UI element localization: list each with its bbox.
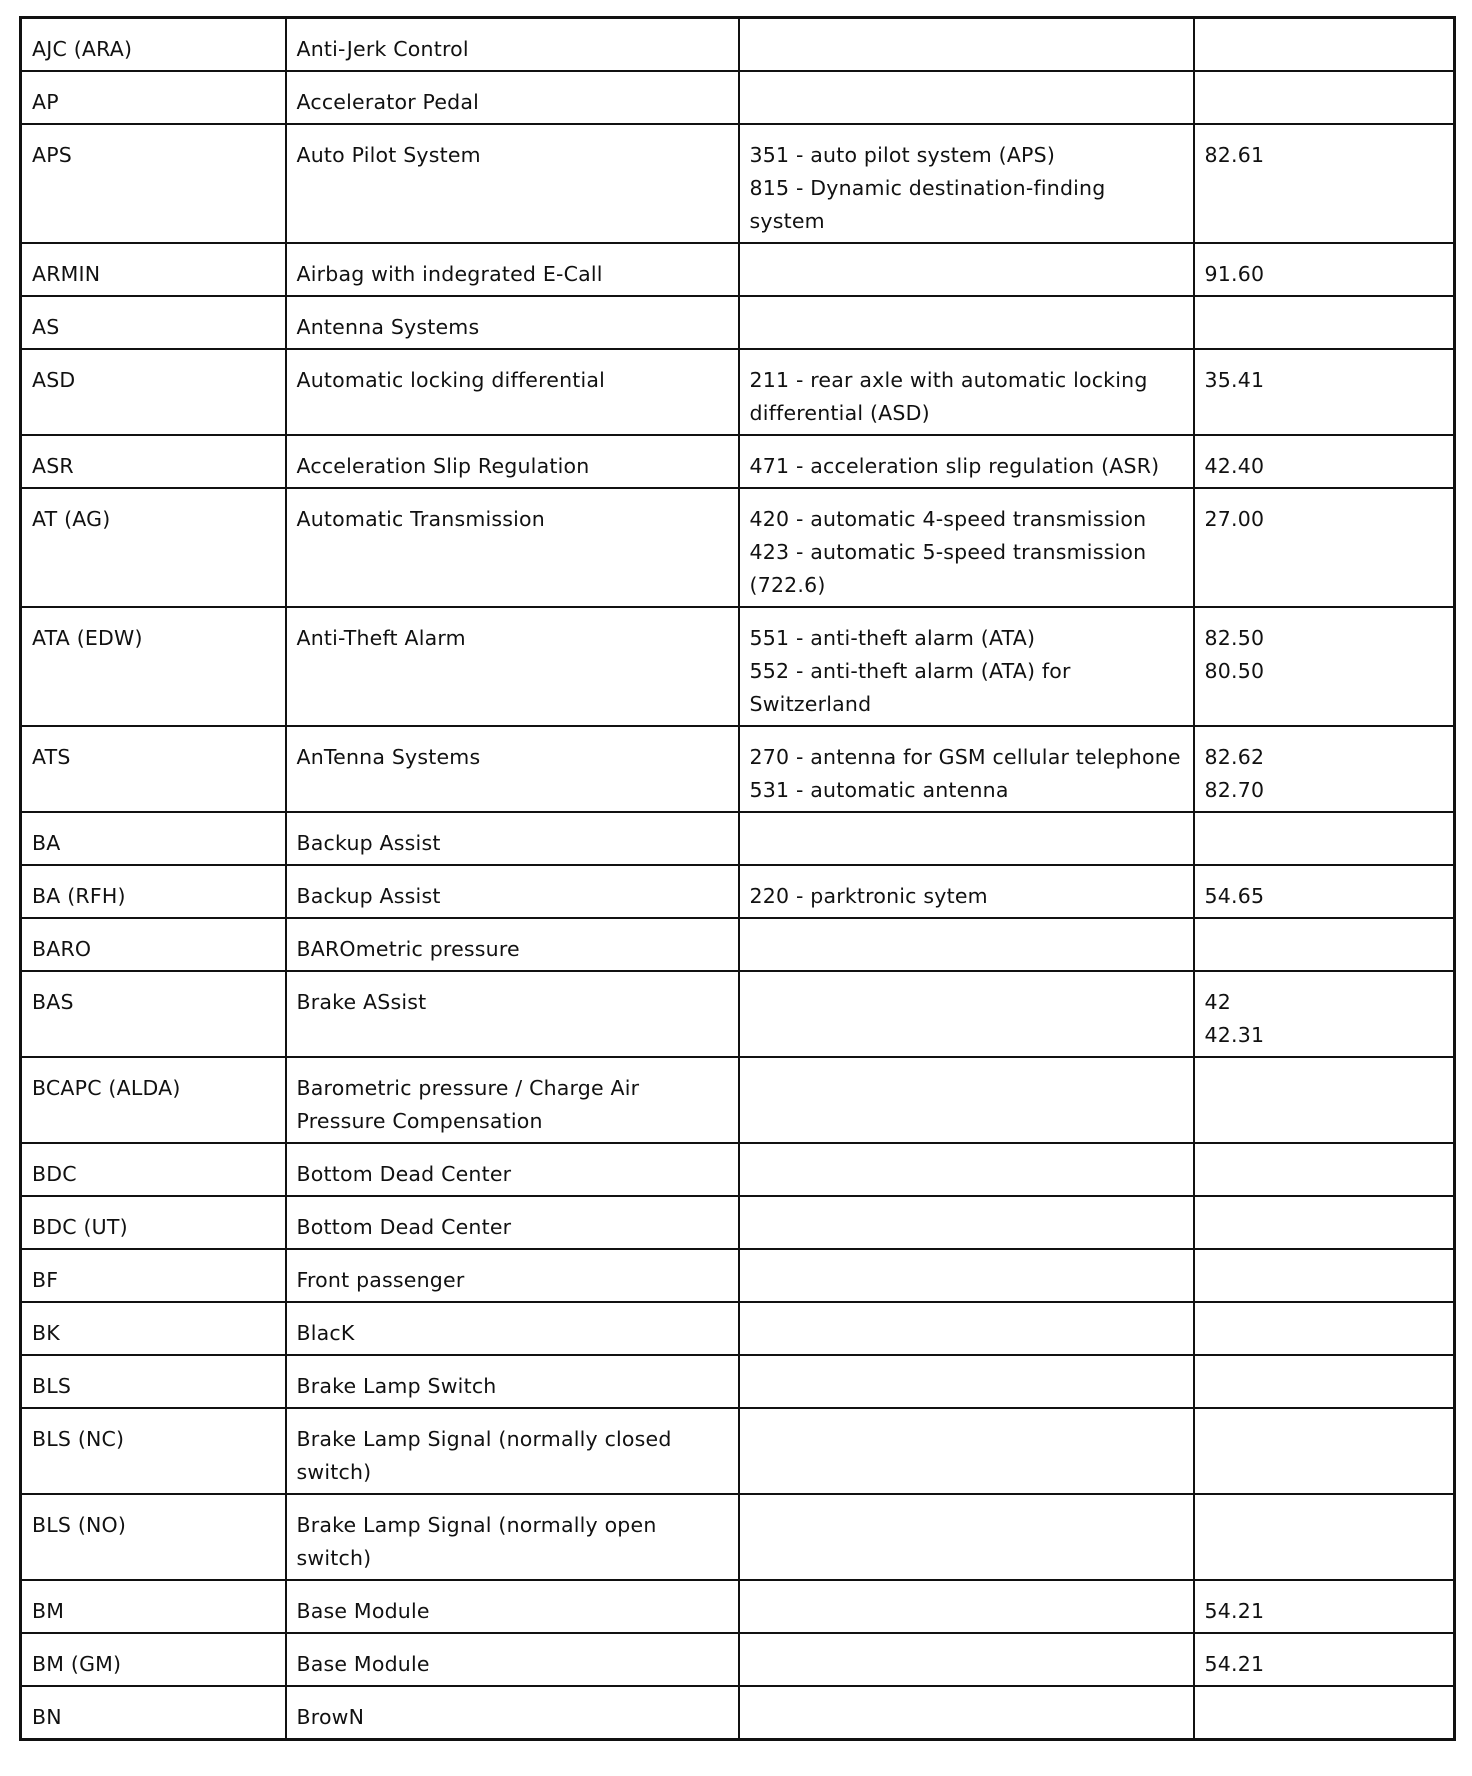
abbreviation-cell: AT (AG) (21, 488, 286, 607)
abbreviation-cell: AP (21, 71, 286, 124)
reference-number: 42 (1204, 990, 1231, 1014)
abbreviation-cell: BDC (21, 1143, 286, 1196)
reference-cell (1194, 1580, 1455, 1633)
reference-cell (1194, 971, 1455, 1057)
reference-number: 82.50 (1204, 626, 1265, 650)
meaning-cell: AnTenna Systems (286, 726, 739, 812)
reference-number: 80.50 (1204, 659, 1265, 683)
table-row (21, 971, 1455, 1057)
reference-number: 82.62 (1204, 745, 1265, 769)
table-row (21, 1196, 1455, 1249)
option-code: 351 - auto pilot system (APS) (749, 143, 1056, 167)
option-codes-cell (739, 124, 1194, 243)
table-row (21, 607, 1455, 726)
table-row (21, 349, 1455, 435)
reference-number: 27.00 (1204, 507, 1265, 531)
meaning-cell: Accelerator Pedal (286, 71, 739, 124)
meaning-cell: Base Module (286, 1580, 739, 1633)
abbreviation-cell: BK (21, 1302, 286, 1355)
option-code: 531 - automatic antenna (749, 778, 1009, 802)
table-row (21, 18, 1455, 72)
meaning-cell: Auto Pilot System (286, 124, 739, 243)
meaning-cell: Backup Assist (286, 812, 739, 865)
abbreviation-cell: BLS (21, 1355, 286, 1408)
option-codes-cell (739, 726, 1194, 812)
reference-cell (1194, 1057, 1455, 1143)
meaning-cell: BrowN (286, 1686, 739, 1740)
reference-cell (1194, 296, 1455, 349)
reference-cell (1194, 1302, 1455, 1355)
meaning-cell: Brake Lamp Switch (286, 1355, 739, 1408)
table-row (21, 1686, 1455, 1740)
table-row (21, 1143, 1455, 1196)
option-codes-cell (739, 243, 1194, 296)
option-codes-cell (739, 1057, 1194, 1143)
meaning-cell: Brake Lamp Signal (normally closed switch) (286, 1408, 739, 1494)
meaning-cell: Automatic Transmission (286, 488, 739, 607)
abbreviation-cell: BN (21, 1686, 286, 1740)
reference-cell (1194, 1249, 1455, 1302)
meaning-cell: Bottom Dead Center (286, 1196, 739, 1249)
option-code: 423 - automatic 5-speed transmission (722.6) (749, 540, 1147, 597)
abbreviation-cell: ARMIN (21, 243, 286, 296)
table-row (21, 1057, 1455, 1143)
abbreviation-cell: BLS (NC) (21, 1408, 286, 1494)
option-codes-cell (739, 71, 1194, 124)
abbreviation-cell: AS (21, 296, 286, 349)
table-row (21, 918, 1455, 971)
abbreviation-cell: AJC (ARA) (21, 18, 286, 72)
option-codes-cell (739, 865, 1194, 918)
option-codes-cell (739, 971, 1194, 1057)
reference-cell (1194, 243, 1455, 296)
abbreviation-cell: ASD (21, 349, 286, 435)
reference-number: 54.65 (1204, 884, 1265, 908)
meaning-cell: Barometric pressure / Charge Air Pressure Compensation (286, 1057, 739, 1143)
table-row (21, 243, 1455, 296)
option-codes-cell (739, 1686, 1194, 1740)
reference-cell (1194, 18, 1455, 72)
reference-cell (1194, 488, 1455, 607)
option-code: 471 - acceleration slip regulation (ASR) (749, 454, 1160, 478)
option-code: 420 - automatic 4-speed transmission (749, 507, 1147, 531)
table-row (21, 1355, 1455, 1408)
meaning-cell: Antenna Systems (286, 296, 739, 349)
option-codes-cell (739, 1408, 1194, 1494)
table-row (21, 1494, 1455, 1580)
meaning-cell: Front passenger (286, 1249, 739, 1302)
abbreviation-cell: BAS (21, 971, 286, 1057)
abbreviation-cell: BM (21, 1580, 286, 1633)
abbreviation-cell: APS (21, 124, 286, 243)
option-code: 552 - anti-theft alarm (ATA) for Switzerland (749, 659, 1071, 716)
option-codes-cell (739, 1249, 1194, 1302)
meaning-cell: Anti-Jerk Control (286, 18, 739, 72)
option-codes-cell (739, 812, 1194, 865)
abbreviation-cell: BLS (NO) (21, 1494, 286, 1580)
reference-cell (1194, 435, 1455, 488)
option-codes-cell (739, 1580, 1194, 1633)
option-codes-cell (739, 296, 1194, 349)
option-codes-cell (739, 1494, 1194, 1580)
option-codes-cell (739, 18, 1194, 72)
abbreviation-cell: ASR (21, 435, 286, 488)
reference-cell (1194, 1686, 1455, 1740)
meaning-cell: BAROmetric pressure (286, 918, 739, 971)
meaning-cell: BlacK (286, 1302, 739, 1355)
table-row (21, 1249, 1455, 1302)
meaning-cell: Brake ASsist (286, 971, 739, 1057)
abbreviation-cell: ATA (EDW) (21, 607, 286, 726)
table-row (21, 296, 1455, 349)
reference-cell (1194, 1355, 1455, 1408)
meaning-cell: Acceleration Slip Regulation (286, 435, 739, 488)
abbreviation-cell: BA (RFH) (21, 865, 286, 918)
meaning-cell: Automatic locking differential (286, 349, 739, 435)
meaning-cell: Backup Assist (286, 865, 739, 918)
table-row (21, 1633, 1455, 1686)
option-code: 220 - parktronic sytem (749, 884, 988, 908)
table-row (21, 1580, 1455, 1633)
reference-cell (1194, 1633, 1455, 1686)
option-code: 815 - Dynamic destination-finding system (749, 176, 1106, 233)
option-codes-cell (739, 1143, 1194, 1196)
option-codes-cell (739, 435, 1194, 488)
table-row (21, 726, 1455, 812)
meaning-cell: Bottom Dead Center (286, 1143, 739, 1196)
abbreviation-cell: ATS (21, 726, 286, 812)
option-code: 211 - rear axle with automatic locking differential (ASD) (749, 368, 1148, 425)
abbreviation-cell: BARO (21, 918, 286, 971)
table-row (21, 1302, 1455, 1355)
abbreviation-table (19, 16, 1456, 1741)
option-codes-cell (739, 349, 1194, 435)
table-row (21, 488, 1455, 607)
meaning-cell: Anti-Theft Alarm (286, 607, 739, 726)
reference-cell (1194, 607, 1455, 726)
reference-cell (1194, 1494, 1455, 1580)
meaning-cell: Airbag with indegrated E-Call (286, 243, 739, 296)
table-row (21, 71, 1455, 124)
abbreviation-cell: BDC (UT) (21, 1196, 286, 1249)
reference-number: 82.70 (1204, 778, 1265, 802)
table-row (21, 812, 1455, 865)
reference-cell (1194, 349, 1455, 435)
reference-number: 54.21 (1204, 1599, 1265, 1623)
meaning-cell: Brake Lamp Signal (normally open switch) (286, 1494, 739, 1580)
reference-number: 42.31 (1204, 1023, 1265, 1047)
abbreviation-cell: BM (GM) (21, 1633, 286, 1686)
meaning-cell: Base Module (286, 1633, 739, 1686)
reference-cell (1194, 71, 1455, 124)
table-row (21, 865, 1455, 918)
option-code: 270 - antenna for GSM cellular telephone (749, 745, 1181, 769)
abbreviation-cell: BF (21, 1249, 286, 1302)
reference-number: 91.60 (1204, 262, 1265, 286)
option-code: 551 - anti-theft alarm (ATA) (749, 626, 1036, 650)
reference-cell (1194, 726, 1455, 812)
option-codes-cell (739, 1633, 1194, 1686)
option-codes-cell (739, 1302, 1194, 1355)
reference-number: 42.40 (1204, 454, 1265, 478)
abbreviation-cell: BCAPC (ALDA) (21, 1057, 286, 1143)
abbreviation-cell: BA (21, 812, 286, 865)
reference-cell (1194, 124, 1455, 243)
reference-cell (1194, 1408, 1455, 1494)
abbreviation-table-body (21, 18, 1455, 1740)
reference-cell (1194, 918, 1455, 971)
option-codes-cell (739, 488, 1194, 607)
option-codes-cell (739, 1355, 1194, 1408)
reference-cell (1194, 812, 1455, 865)
option-codes-cell (739, 918, 1194, 971)
reference-number: 54.21 (1204, 1652, 1265, 1676)
abbreviation-sheet (19, 16, 1453, 1741)
reference-number: 82.61 (1204, 143, 1265, 167)
reference-cell (1194, 865, 1455, 918)
table-row (21, 1408, 1455, 1494)
table-row (21, 124, 1455, 243)
option-codes-cell (739, 607, 1194, 726)
reference-number: 35.41 (1204, 368, 1265, 392)
table-row (21, 435, 1455, 488)
reference-cell (1194, 1143, 1455, 1196)
reference-cell (1194, 1196, 1455, 1249)
option-codes-cell (739, 1196, 1194, 1249)
